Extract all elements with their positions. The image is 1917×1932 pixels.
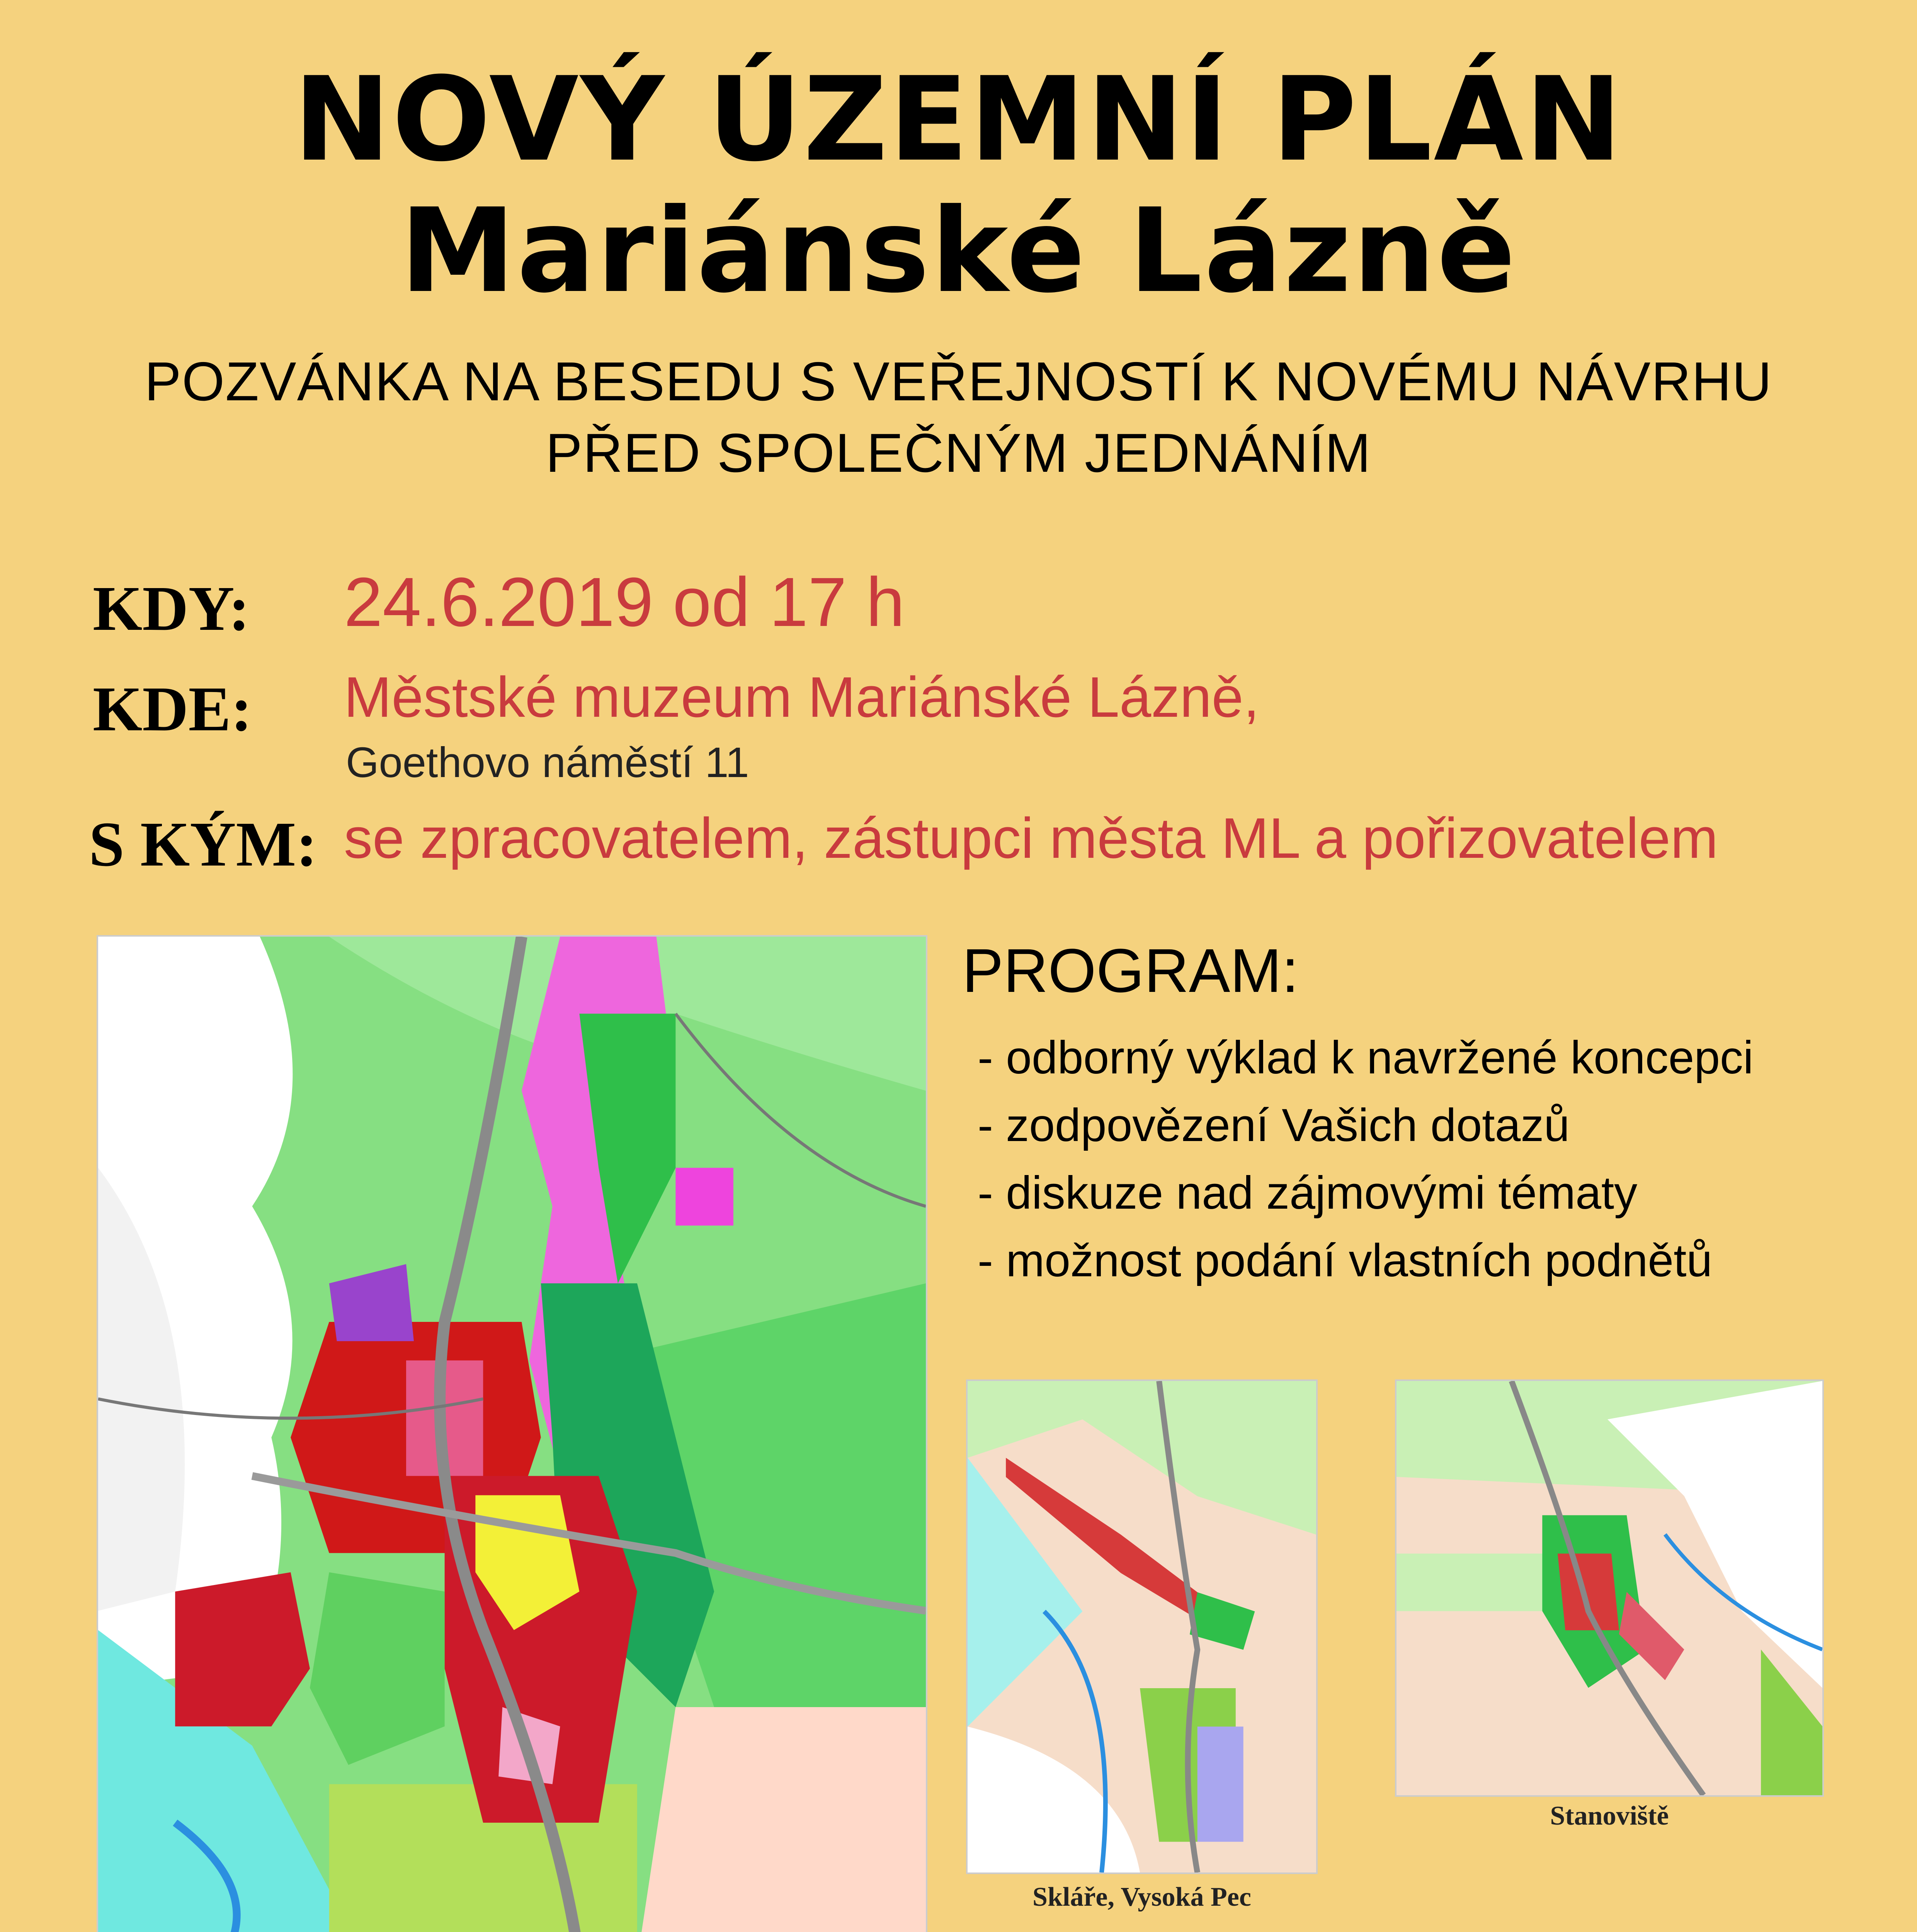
where-value: Městské muzeum Mariánské Lázně,: [344, 665, 1259, 729]
main-map-image: [97, 935, 927, 1932]
sklare-map-caption: Skláře, Vysoká Pec: [1032, 1882, 1251, 1912]
stanoviste-map-caption: Stanoviště: [1550, 1801, 1669, 1831]
stanoviste-map-image: [1395, 1379, 1824, 1797]
program-item: - možnost podání vlastních podnětů: [978, 1235, 1713, 1286]
page-title: NOVÝ ÚZEMNÍ PLÁN: [293, 52, 1624, 187]
when-label: KDY:: [93, 573, 250, 644]
when-value: 24.6.2019 od 17 h: [344, 563, 905, 641]
where-label: KDE:: [93, 673, 252, 744]
subtitle-line-2: PŘED SPOLEČNÝM JEDNÁNÍM: [546, 422, 1371, 484]
program-item: - odborný výklad k navržené koncepci: [978, 1032, 1754, 1083]
where-address: Goethovo náměstí 11: [346, 739, 749, 786]
with-value: se zpracovatelem, zástupci města ML a pořizovatelem: [344, 806, 1718, 870]
subtitle-line-1: POZVÁNKA NA BESEDU S VEŘEJNOSTÍ K NOVÉMU NÁVRHU: [145, 351, 1772, 412]
program-item: - zodpovězení Vašich dotazů: [978, 1099, 1570, 1151]
with-label: S KÝM:: [89, 809, 318, 879]
program-heading: PROGRAM:: [962, 936, 1299, 1005]
program-item: - diskuze nad zájmovými tématy: [978, 1167, 1638, 1219]
sklare-map-image: [966, 1379, 1318, 1874]
page-title-city: Mariánské Lázně: [400, 184, 1517, 318]
